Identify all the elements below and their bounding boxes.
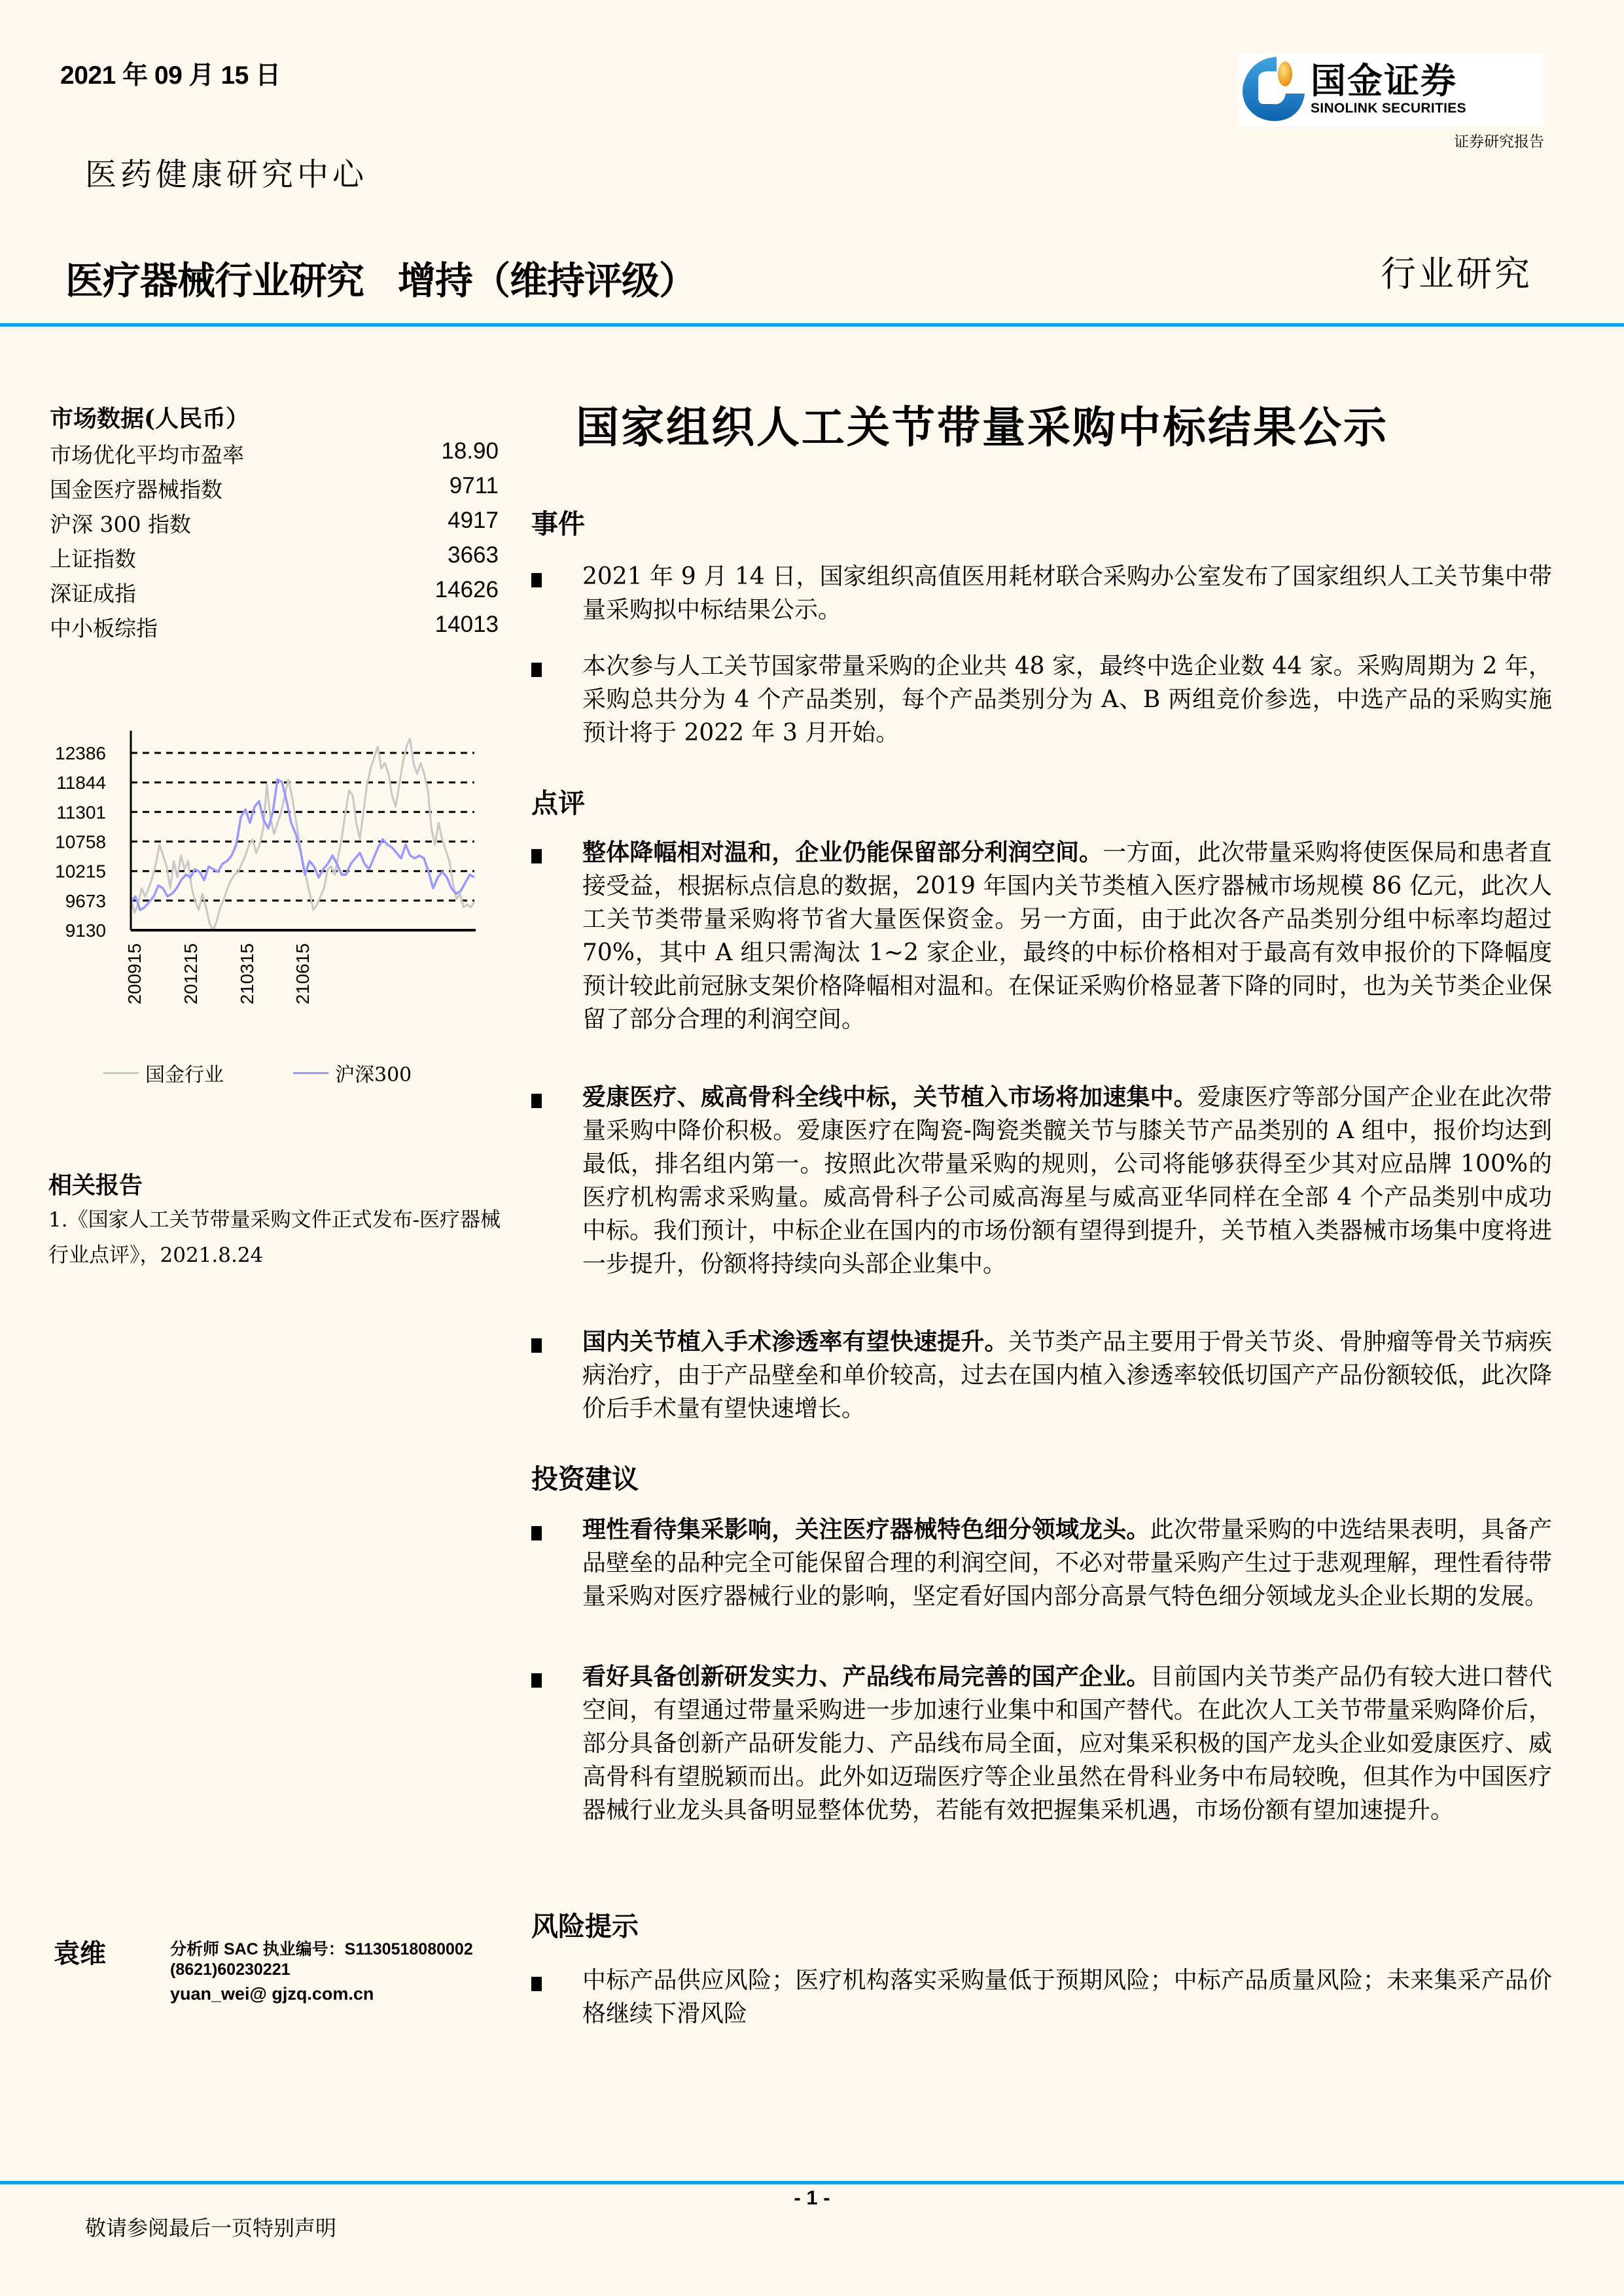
x-tick-label: 210315 [237,943,257,1005]
bullet-text: 爱康医疗等部分国产企业在此次带量采购中降价积极。爱康医疗在陶瓷-陶瓷类髋关节与膝关节产品类别的 A 组中，报价均达到最低，排名组内第一。按照此次带量采购的规则，公司将能够获得至少其对应品牌 100%的医疗机构需求采购量。威高骨科子公司威高海星与威高亚华同样在全部 4 个产品类别中成功中标。我们预计，中标企业在国内的市场份额有望得到提升，关节植入类器械市场集中度将进一步提升，份额将持续向头部企业集中。 [582,1084,1552,1278]
analyst-email[interactable]: yuan_wei@ gjzq.com.cn [170,1984,374,2004]
industry-rating-line [65,250,696,305]
page-number: - 1 - [794,2186,830,2209]
bullet-item [531,836,1552,1036]
bullet-item [531,1660,1552,1827]
bullet-square-icon [531,849,542,863]
related-report-link[interactable]: 1.《国家人工关节带量采购文件正式发布-医疗器械行业点评》，2021.8.24 [48,1208,501,1267]
bullet-item [531,1081,1552,1281]
market-data-value: 14626 [434,577,499,602]
footer-rule [0,2181,1624,2185]
market-data-label: 中小板综指 [50,616,158,641]
company-logo [1239,53,1544,126]
bullet-square-icon [531,1526,542,1540]
series-line-hs300 [131,780,474,911]
related-reports-title: 相关报告 [48,1172,143,1199]
bullet-square-icon [531,573,542,587]
y-tick-label: 11844 [56,773,106,793]
bullet-square-icon [531,1338,542,1353]
market-data-row [50,438,499,469]
bullet-text: 本次参与人工关节国家带量采购的企业共 48 家，最终中选企业数 44 家。采购周期为 2 年，采购总共分为 4 个产品类别，每个产品类别分为 A、B 两组竞价参选，中选产品的采购实施预计将于 2022 年 3 月开始。 [582,653,1552,746]
bullet-lead: 看好具备创新研发实力、产品线布局完善的国产企业。 [582,1663,1150,1690]
legend-swatch-industry [103,1072,139,1074]
header-rule [0,323,1624,327]
market-data-label: 市场优化平均市盈率 [50,442,244,468]
rating: 增持（维持评级） [398,258,697,303]
logo-subtitle: 证券研究报告 [1454,133,1544,150]
legend-label: 国金行业 [145,1064,224,1087]
y-tick-label: 9130 [65,920,106,941]
legend-item-industry [103,1058,224,1087]
bullet-square-icon [531,663,542,677]
index-line-chart [0,706,497,1047]
bullet-item [531,560,1552,627]
analyst-info [170,1939,473,2004]
x-tick-label: 210615 [292,943,313,1005]
market-data-title: 市场数据(人民币） [50,405,250,432]
bullet-lead: 国内关节植入手术渗透率有望快速提升。 [582,1328,1008,1355]
bullet-text: 一方面，此次带量采购将使医保局和患者直接受益，根据标点信息的数据，2019 年国内关节类植入医疗器械市场规模 86 亿元，此次人工关节类带量采购将节省大量医保资金。另一方面，由于此次各产品类别分组中标率均超过 70%，其中 A 组只需淘汰 1~2 家企业，最终的中标价格相对于最高有效申报价的下降幅度预计较此前冠脉支架价格降幅相对温和。在保证采购价格显著下降的同时，也为关节类企业保留了部分合理的利润空间。 [582,839,1552,1033]
bullet-text: 目前国内关节类产品仍有较大进口替代空间，有望通过带量采购进一步加速行业集中和国产替代。在此次人工关节带量采购降价后，部分具备创新产品研发能力、产品线布局全面，应对集采积极的国产龙头企业如爱康医疗、威高骨科有望脱颖而出。此外如迈瑞医疗等企业虽然在骨科业务中布局较晚，但其作为中国医疗器械行业龙头具备明显整体优势，若能有效把握集采机遇，市场份额有望加速提升。 [582,1663,1552,1824]
section-heading-investment: 投资建议 [531,1463,639,1495]
market-data-value: 9711 [449,473,499,498]
section-heading-review: 点评 [531,788,585,819]
y-tick-label: 10215 [55,861,106,882]
bullet-text: 2021 年 9 月 14 日，国家组织高值医用耗材联合采购办公室发布了国家组织人工关节集中带量采购拟中标结果公示。 [582,563,1552,623]
bullet-item [531,650,1552,750]
bullet-square-icon [531,1977,542,1991]
bullet-text: 此次带量采购的中选结果表明，具备产品壁垒的品种完全可能保留合理的利润空间，不必对带量采购产生过于悲观理解，理性看待带量采购对医疗器械行业的影响，坚定看好国内部分高景气特色细分领域龙头企业长期的发展。 [582,1516,1552,1610]
research-center: 医药健康研究中心 [85,156,368,193]
market-data-row [50,542,499,573]
market-data-row [50,508,499,538]
bullet-lead: 整体降幅相对温和，企业仍能保留部分利润空间。 [582,839,1103,866]
bullet-item [531,1513,1552,1613]
logo-name-cn: 国金证券 [1311,60,1457,101]
market-data-row [50,577,499,608]
section-heading-risk: 风险提示 [531,1911,639,1942]
bullet-item [531,1325,1552,1425]
bullet-item [531,1964,1552,2030]
bullet-square-icon [531,1094,542,1108]
market-data-label: 深证成指 [50,581,136,606]
market-data-value: 3663 [448,542,499,568]
analyst-phone: (8621)60230221 [170,1960,291,1979]
market-data-value: 18.90 [441,438,499,464]
y-tick-label: 10758 [55,831,106,852]
logo-mark-icon [1239,53,1311,126]
report-title: 国家组织人工关节带量采购中标结果公示 [576,402,1388,453]
logo-name-en: SINOLINK SECURITIES [1311,101,1466,116]
y-tick-label: 11301 [56,802,106,823]
industry-title: 医疗器械行业研究 [65,258,364,303]
bullet-lead: 理性看待集采影响，关注医疗器械特色细分领域龙头。 [582,1516,1150,1543]
bullet-text: 关节类产品主要用于骨关节炎、骨肿瘤等骨关节病疾病治疗，由于产品壁垒和单价较高，过去在国内植入渗透率较低切国产产品份额较低，此次降价后手术量有望快速增长。 [582,1329,1552,1422]
legend-item-hs300 [293,1058,412,1087]
bullet-square-icon [531,1673,542,1688]
market-data-row [50,473,499,504]
y-tick-label: 9673 [65,890,106,911]
market-data-label: 沪深 300 指数 [50,512,191,537]
market-data-label: 上证指数 [50,546,136,572]
legend-swatch-hs300 [293,1072,328,1074]
section-heading-event: 事件 [531,508,585,540]
report-type: 行业研究 [1381,253,1532,294]
bullet-lead: 爱康医疗、威高骨科全线中标，关节植入市场将加速集中。 [582,1083,1197,1111]
analyst-name: 袁维 [54,1938,106,1969]
y-tick-label: 12386 [55,743,106,763]
legend-label: 沪深300 [335,1064,412,1087]
report-date: 2021 年 09 月 15 日 [60,61,281,90]
bullet-text: 中标产品供应风险；医疗机构落实采购量低于预期风险；中标产品质量风险；未来集采产品价格继续下滑风险 [582,1967,1552,2027]
market-data-label: 国金医疗器械指数 [50,477,222,502]
footer-disclaimer: 敬请参阅最后一页特别声明 [85,2216,337,2240]
x-tick-label: 200915 [124,943,145,1005]
market-data-value: 4917 [448,508,499,533]
x-tick-label: 201215 [181,943,201,1005]
market-data-value: 14013 [434,612,499,637]
market-data-row [50,612,499,642]
analyst-license: 分析师 SAC 执业编号：S1130518080002 [170,1940,473,1958]
